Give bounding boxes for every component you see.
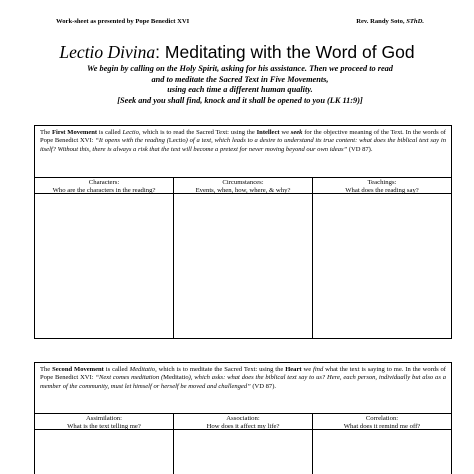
column-header: Teachings: What does the reading say? bbox=[313, 178, 451, 194]
assimilation-column bbox=[35, 414, 173, 474]
first-movement-box bbox=[34, 125, 452, 339]
intro-line: and to meditate the Sacred Text in Five Movements, bbox=[151, 74, 329, 84]
title-rest: : Meditating with the Word of God bbox=[155, 42, 415, 62]
intro-text bbox=[40, 64, 440, 106]
first-movement-description: The First Movement is called Lectio, which is to read the Sacred Text: using the Intellect we seek for the objective meaning of the Text. In the words of Pope Benedict XVI: “It opens with the reading (Lectio) of a text, which leads to a desire to understand its true content: what does the biblical text say in itself? Without this, there is always a risk that the text will become a pretext for never moving beyond our own ideas” (VD 87). bbox=[40, 129, 446, 153]
header-author: Rev. Randy Soto, SThD. bbox=[356, 18, 424, 25]
column-header: Circumstances: Events, when, how, where, & why? bbox=[174, 178, 312, 194]
intro-line: using each time a different human quality. bbox=[167, 85, 313, 95]
second-movement-columns bbox=[35, 413, 451, 474]
second-movement-box bbox=[34, 362, 452, 474]
assimilation-answer-area[interactable] bbox=[35, 430, 173, 474]
author-degree: SThD. bbox=[406, 18, 424, 25]
teachings-answer-area[interactable] bbox=[313, 194, 451, 338]
intro-line: We begin by calling on the Holy Spirit, asking for his assistance. Then we proceed to read bbox=[87, 64, 393, 73]
second-movement-description: The Second Movement is called Meditatio, which is to meditate the Sacred Text: using the Heart we find what the text is saying to me. In the words of Pope Benedict XVI: “Next comes meditation (Meditatio), which asks: what does the biblical text say to us? Here, each person, individually but also as a member of the community, must let himself or herself be moved and challenged” (VD 87). bbox=[40, 366, 446, 390]
column-header: Correlation: What does it remind me off? bbox=[313, 414, 451, 430]
characters-answer-area[interactable] bbox=[35, 194, 173, 338]
first-movement-columns bbox=[35, 177, 451, 338]
teachings-column bbox=[312, 178, 451, 338]
circumstances-answer-area[interactable] bbox=[174, 194, 312, 338]
column-header: Assimilation: What is the text telling me? bbox=[35, 414, 173, 430]
page-title bbox=[0, 42, 474, 62]
intro-line: [Seek and you shall find, knock and it shall be opened to you (LK 11:9)] bbox=[117, 95, 363, 105]
association-answer-area[interactable] bbox=[174, 430, 312, 474]
correlation-column bbox=[312, 414, 451, 474]
header-source: Work-sheet as presented by Pope Benedict XVI bbox=[56, 18, 190, 25]
title-lead: Lectio Divina bbox=[59, 42, 156, 62]
circumstances-column bbox=[173, 178, 312, 338]
column-header: Characters: Who are the characters in the reading? bbox=[35, 178, 173, 194]
correlation-answer-area[interactable] bbox=[313, 430, 451, 474]
association-column bbox=[173, 414, 312, 474]
worksheet-header bbox=[56, 18, 424, 30]
column-header: Association: How does it affect my life? bbox=[174, 414, 312, 430]
characters-column bbox=[35, 178, 173, 338]
